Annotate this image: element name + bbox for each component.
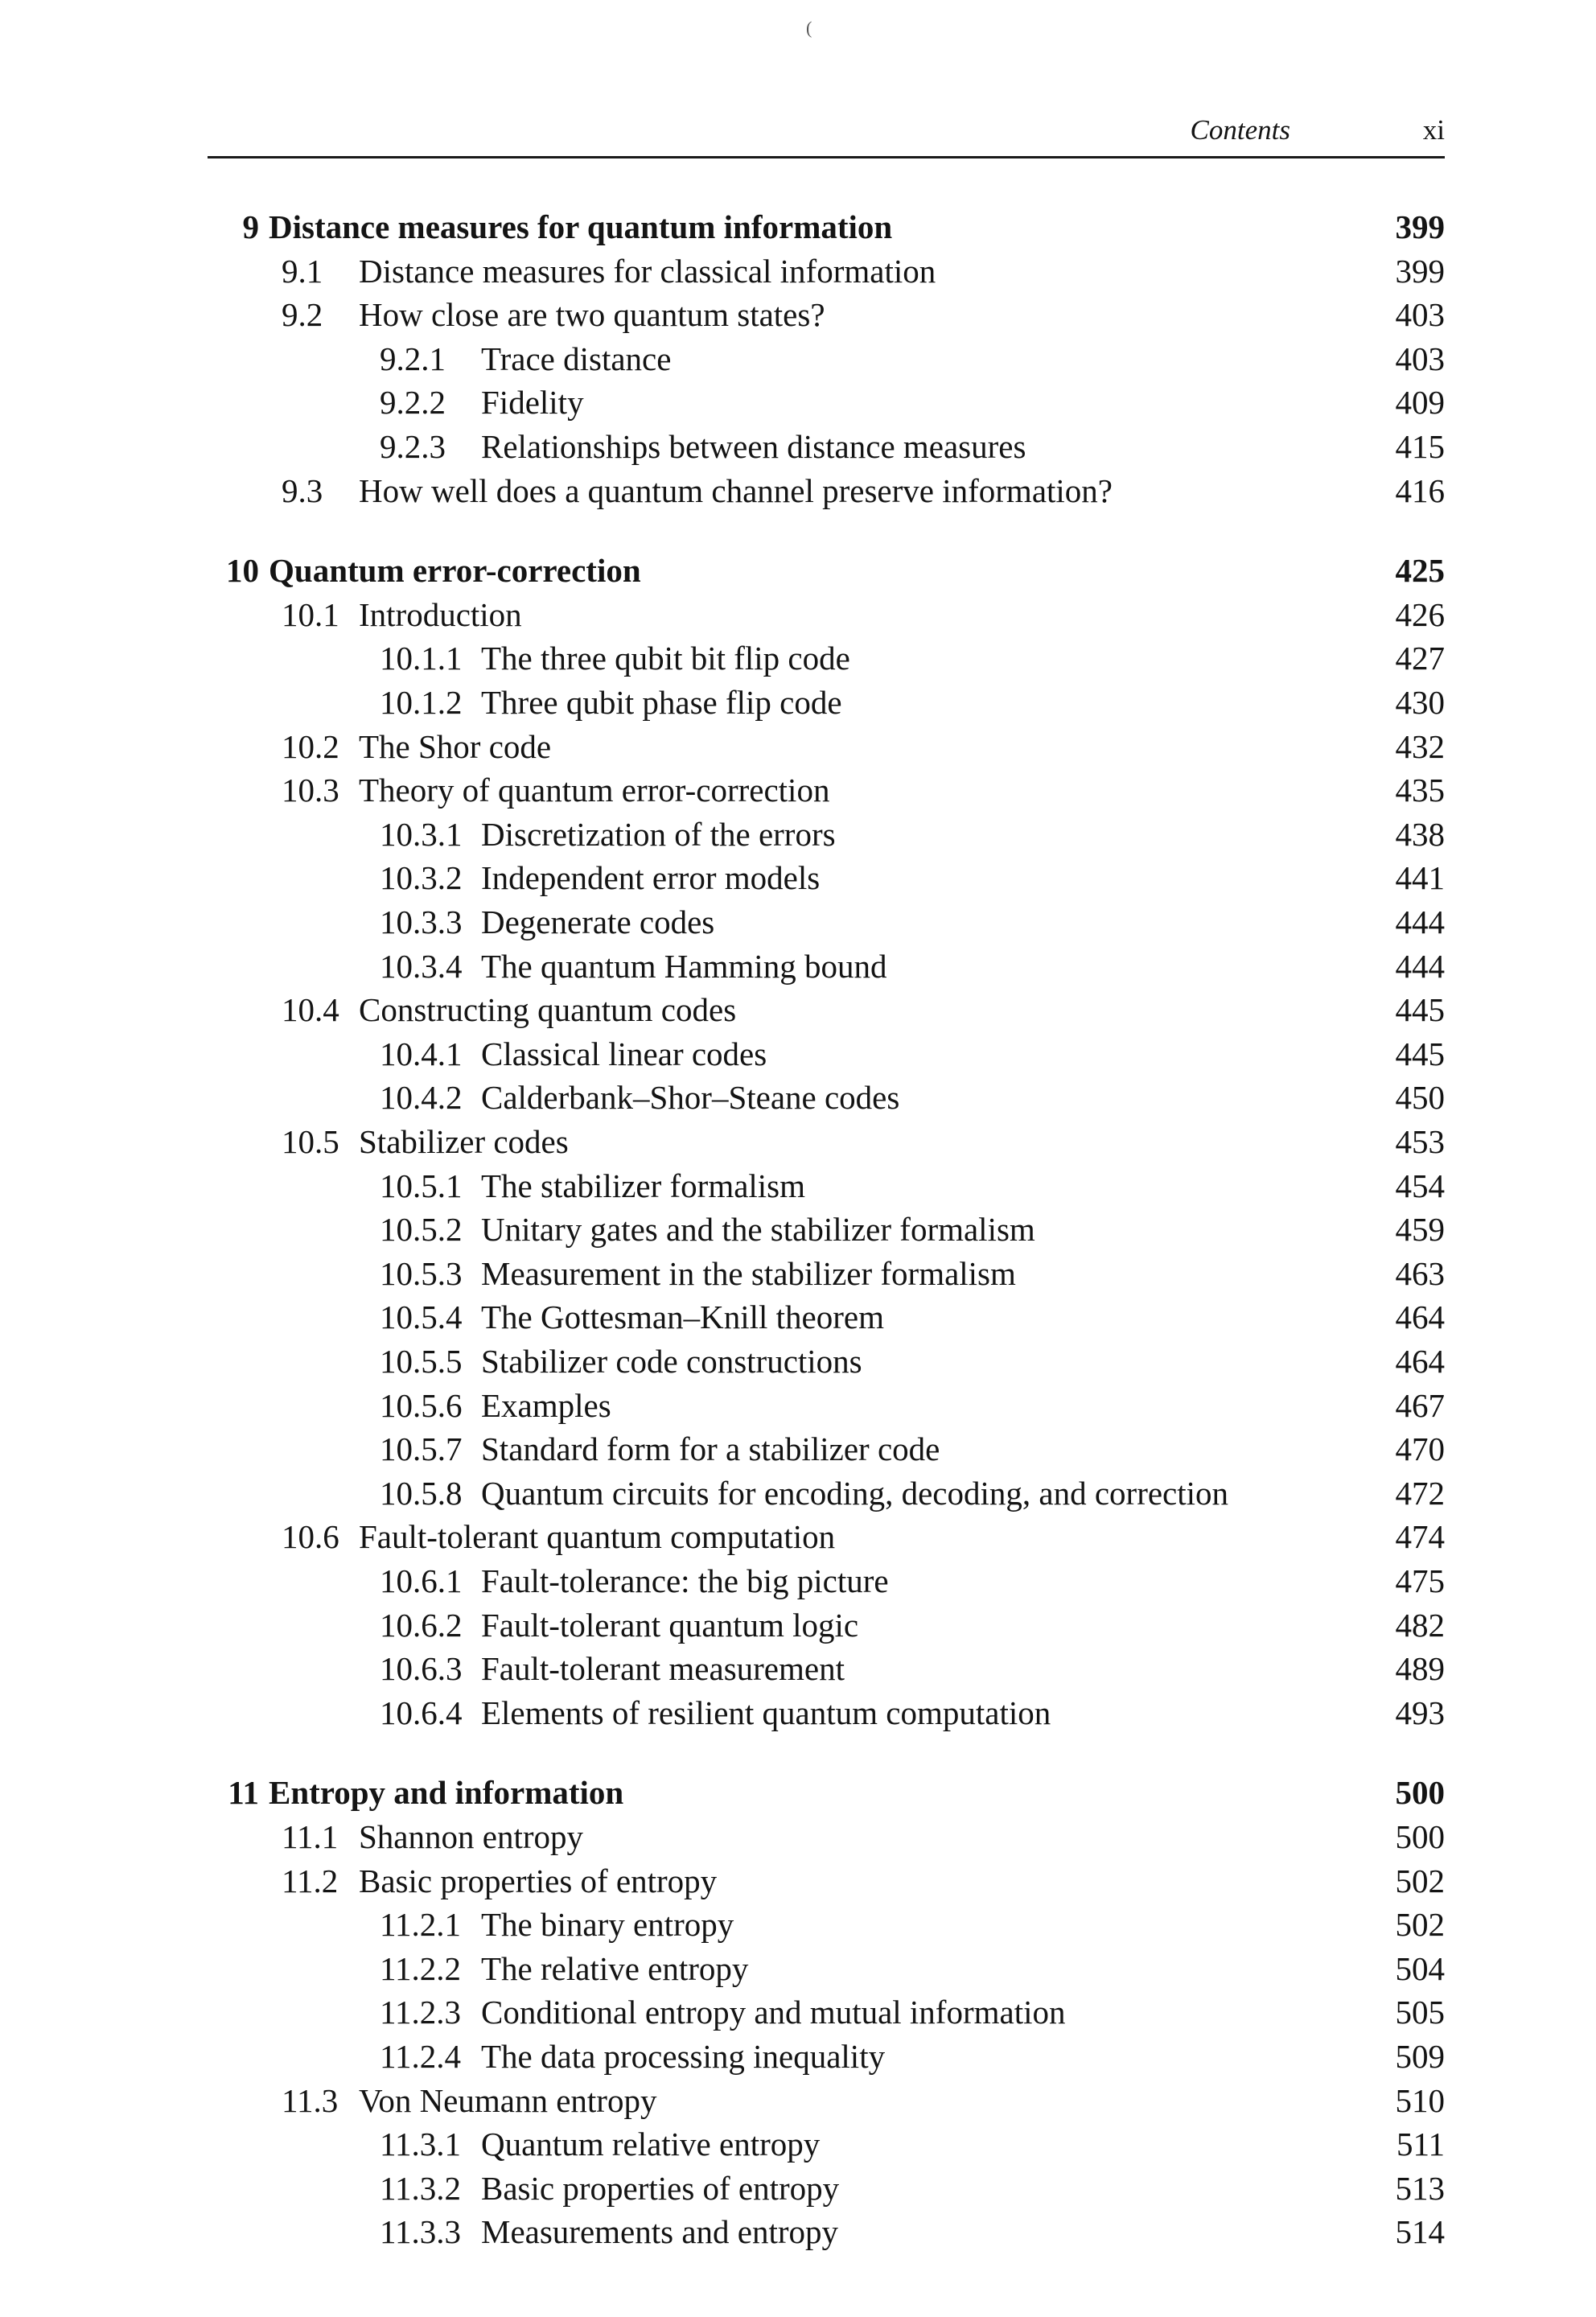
section-page-number: 474 [1395, 1518, 1445, 1555]
section-title: Stabilizer codes [359, 1123, 569, 1160]
page-folio: xi [1422, 114, 1445, 146]
chapter-number: 10 [226, 552, 259, 589]
toc-subsection-row[interactable] [380, 1603, 1445, 1647]
subsection-page-number: 415 [1395, 428, 1445, 465]
subsection-page-number: 493 [1395, 1694, 1445, 1731]
toc-subsection-row[interactable] [380, 1691, 1445, 1735]
toc-subsection-row[interactable] [380, 2210, 1445, 2253]
toc-subsection-row[interactable] [380, 813, 1445, 856]
subsection-page-number: 472 [1395, 1475, 1445, 1512]
toc-section-row[interactable] [282, 469, 1445, 512]
toc-subsection-row[interactable] [380, 1384, 1445, 1427]
toc-section-row[interactable] [282, 988, 1445, 1031]
subsection-page-number: 464 [1395, 1343, 1445, 1380]
print-speck: ( [806, 18, 812, 38]
toc-subsection-row[interactable] [380, 2122, 1445, 2166]
subsection-number: 10.4.1 [380, 1035, 463, 1072]
subsection-page-number: 514 [1395, 2213, 1445, 2250]
toc-section-row[interactable] [282, 249, 1445, 293]
subsection-title: The stabilizer formalism [481, 1167, 806, 1204]
section-page-number: 426 [1395, 596, 1445, 633]
toc-section-row[interactable] [282, 1859, 1445, 1903]
toc-section-row[interactable] [282, 293, 1445, 336]
toc-subsection-row[interactable] [380, 1903, 1445, 1946]
section-number: 11.2 [282, 1862, 339, 1899]
section-number: 9.3 [282, 472, 323, 509]
subsection-title: Fault-tolerant measurement [481, 1650, 845, 1687]
chapter-page-number: 399 [1395, 208, 1445, 245]
section-title: Constructing quantum codes [359, 991, 737, 1028]
toc-chapter-row[interactable] [226, 549, 1445, 592]
subsection-page-number: 409 [1395, 384, 1445, 421]
subsection-title: Standard form for a stabilizer code [481, 1430, 940, 1467]
subsection-number: 11.3.2 [380, 2170, 461, 2207]
subsection-title: The quantum Hamming bound [481, 948, 887, 985]
subsection-number: 10.5.5 [380, 1343, 463, 1380]
subsection-page-number: 467 [1395, 1387, 1445, 1424]
subsection-page-number: 445 [1395, 1035, 1445, 1072]
subsection-title: Discretization of the errors [481, 816, 836, 853]
subsection-page-number: 513 [1395, 2170, 1445, 2207]
subsection-number: 10.6.4 [380, 1694, 463, 1731]
toc-subsection-row[interactable] [380, 2167, 1445, 2210]
section-page-number: 399 [1395, 253, 1445, 290]
section-number: 10.4 [282, 991, 339, 1028]
chapter-title: Distance measures for quantum information [269, 208, 893, 245]
subsection-page-number: 470 [1395, 1430, 1445, 1467]
subsection-title: Three qubit phase flip code [481, 684, 842, 721]
subsection-title: The three qubit bit flip code [481, 640, 850, 677]
section-number: 10.6 [282, 1518, 339, 1555]
toc-subsection-row[interactable] [380, 1990, 1445, 2034]
section-title: The Shor code [359, 728, 552, 765]
subsection-page-number: 463 [1395, 1255, 1445, 1292]
subsection-number: 9.2.2 [380, 384, 446, 421]
subsection-page-number: 450 [1395, 1079, 1445, 1116]
toc-section-row[interactable] [282, 593, 1445, 636]
toc-subsection-row[interactable] [380, 2035, 1445, 2078]
toc-subsection-row[interactable] [380, 1340, 1445, 1383]
subsection-number: 10.4.2 [380, 1079, 463, 1116]
section-page-number: 416 [1395, 472, 1445, 509]
toc-section-row[interactable] [282, 1515, 1445, 1558]
subsection-title: Calderbank–Shor–Steane codes [481, 1079, 900, 1116]
section-page-number: 432 [1395, 728, 1445, 765]
subsection-number: 10.5.1 [380, 1167, 463, 1204]
subsection-title: Fidelity [481, 384, 584, 421]
section-title: Fault-tolerant quantum computation [359, 1518, 836, 1555]
toc-subsection-row[interactable] [380, 1076, 1445, 1119]
chapter-page-number: 500 [1395, 1774, 1445, 1811]
subsection-page-number: 489 [1395, 1650, 1445, 1687]
subsection-number: 11.3.1 [380, 2126, 461, 2163]
toc-subsection-row[interactable] [380, 944, 1445, 988]
subsection-title: Quantum circuits for encoding, decoding, and correction [481, 1475, 1229, 1512]
subsection-title: Measurements and entropy [481, 2213, 839, 2250]
section-title: How close are two quantum states? [359, 296, 825, 333]
toc-subsection-row[interactable] [380, 681, 1445, 724]
subsection-title: The binary entropy [481, 1906, 734, 1943]
subsection-number: 11.2.1 [380, 1906, 461, 1943]
subsection-title: Independent error models [481, 859, 821, 896]
subsection-title: Classical linear codes [481, 1035, 767, 1072]
subsection-number: 11.2.2 [380, 1950, 461, 1987]
toc-subsection-row[interactable] [380, 425, 1445, 468]
toc-subsection-row[interactable] [380, 636, 1445, 680]
subsection-title: Basic properties of entropy [481, 2170, 840, 2207]
subsection-number: 10.5.4 [380, 1298, 463, 1335]
section-page-number: 453 [1395, 1123, 1445, 1160]
section-page-number: 435 [1395, 772, 1445, 809]
section-number: 11.3 [282, 2082, 339, 2119]
subsection-page-number: 444 [1395, 948, 1445, 985]
section-number: 11.1 [282, 1818, 339, 1855]
chapter-number: 9 [242, 208, 259, 245]
section-title: Distance measures for classical information [359, 253, 936, 290]
subsection-number: 11.3.3 [380, 2213, 461, 2250]
subsection-page-number: 441 [1395, 859, 1445, 896]
section-number: 10.3 [282, 772, 339, 809]
section-number: 10.1 [282, 596, 339, 633]
section-page-number: 502 [1395, 1862, 1445, 1899]
running-title: Contents [1190, 114, 1290, 146]
section-title: Theory of quantum error-correction [359, 772, 830, 809]
subsection-title: The data processing inequality [481, 2038, 886, 2075]
toc-section-row[interactable] [282, 725, 1445, 768]
toc-subsection-row[interactable] [380, 900, 1445, 944]
toc-section-row[interactable] [282, 1815, 1445, 1858]
subsection-title: Quantum relative entropy [481, 2126, 821, 2163]
section-title: How well does a quantum channel preserve information? [359, 472, 1113, 509]
section-title: Introduction [359, 596, 522, 633]
subsection-page-number: 454 [1395, 1167, 1445, 1204]
section-title: Von Neumann entropy [359, 2082, 657, 2119]
subsection-number: 10.5.8 [380, 1475, 463, 1512]
subsection-number: 10.6.3 [380, 1650, 463, 1687]
chapter-page-number: 425 [1395, 552, 1445, 589]
toc-subsection-row[interactable] [380, 1427, 1445, 1471]
subsection-page-number: 403 [1395, 340, 1445, 377]
subsection-number: 10.6.2 [380, 1607, 463, 1644]
subsection-page-number: 475 [1395, 1562, 1445, 1599]
chapter-number: 11 [228, 1774, 259, 1811]
subsection-page-number: 430 [1395, 684, 1445, 721]
subsection-number: 10.3.2 [380, 859, 463, 896]
section-title: Basic properties of entropy [359, 1862, 718, 1899]
subsection-number: 10.6.1 [380, 1562, 463, 1599]
toc-subsection-row[interactable] [380, 381, 1445, 424]
chapter-title: Quantum error-correction [269, 552, 641, 589]
subsection-title: Conditional entropy and mutual information [481, 1994, 1066, 2031]
subsection-page-number: 502 [1395, 1906, 1445, 1943]
subsection-page-number: 511 [1396, 2126, 1445, 2163]
subsection-page-number: 504 [1395, 1950, 1445, 1987]
toc-chapter-row[interactable] [242, 205, 1445, 249]
subsection-number: 11.2.3 [380, 1994, 461, 2031]
subsection-page-number: 482 [1395, 1607, 1445, 1644]
toc-subsection-row[interactable] [380, 1252, 1445, 1295]
subsection-title: The Gottesman–Knill theorem [481, 1298, 884, 1335]
toc-subsection-row[interactable] [380, 1164, 1445, 1208]
subsection-title: Measurement in the stabilizer formalism [481, 1255, 1016, 1292]
subsection-title: Degenerate codes [481, 903, 715, 940]
toc-subsection-row[interactable] [380, 1647, 1445, 1690]
subsection-title: Fault-tolerant quantum logic [481, 1607, 859, 1644]
subsection-page-number: 505 [1395, 1994, 1445, 2031]
subsection-number: 9.2.3 [380, 428, 446, 465]
toc-subsection-row[interactable] [380, 1471, 1445, 1515]
toc-subsection-row[interactable] [380, 337, 1445, 381]
toc-subsection-row[interactable] [380, 1559, 1445, 1603]
subsection-title: Fault-tolerance: the big picture [481, 1562, 889, 1599]
toc-subsection-row[interactable] [380, 1208, 1445, 1251]
subsection-title: The relative entropy [481, 1950, 749, 1987]
toc-chapter-row[interactable] [228, 1771, 1445, 1814]
chapter-title: Entropy and information [269, 1774, 624, 1811]
section-number: 10.5 [282, 1123, 339, 1160]
subsection-page-number: 438 [1395, 816, 1445, 853]
toc-subsection-row[interactable] [380, 1295, 1445, 1339]
subsection-title: Trace distance [481, 340, 672, 377]
subsection-title: Examples [481, 1387, 611, 1424]
subsection-title: Elements of resilient quantum computation [481, 1694, 1051, 1731]
section-page-number: 500 [1395, 1818, 1445, 1855]
subsection-page-number: 427 [1395, 640, 1445, 677]
subsection-title: Relationships between distance measures [481, 428, 1026, 465]
toc-subsection-row[interactable] [380, 856, 1445, 899]
toc-section-row[interactable] [282, 768, 1445, 812]
toc-subsection-row[interactable] [380, 1947, 1445, 1990]
subsection-number: 10.1.1 [380, 640, 463, 677]
subsection-number: 10.1.2 [380, 684, 463, 721]
subsection-page-number: 444 [1395, 903, 1445, 940]
toc-section-row[interactable] [282, 1120, 1445, 1163]
subsection-page-number: 509 [1395, 2038, 1445, 2075]
section-number: 9.2 [282, 296, 323, 333]
section-page-number: 510 [1395, 2082, 1445, 2119]
subsection-page-number: 459 [1395, 1211, 1445, 1248]
toc-subsection-row[interactable] [380, 1032, 1445, 1076]
subsection-title: Unitary gates and the stabilizer formalism [481, 1211, 1035, 1248]
subsection-page-number: 464 [1395, 1298, 1445, 1335]
subsection-number: 10.5.3 [380, 1255, 463, 1292]
section-title: Shannon entropy [359, 1818, 583, 1855]
subsection-number: 9.2.1 [380, 340, 446, 377]
subsection-number: 10.3.1 [380, 816, 463, 853]
subsection-number: 10.5.6 [380, 1387, 463, 1424]
subsection-number: 10.3.4 [380, 948, 463, 985]
section-page-number: 403 [1395, 296, 1445, 333]
subsection-number: 11.2.4 [380, 2038, 461, 2075]
subsection-title: Stabilizer code constructions [481, 1343, 862, 1380]
section-number: 9.1 [282, 253, 323, 290]
section-page-number: 445 [1395, 991, 1445, 1028]
subsection-number: 10.5.2 [380, 1211, 463, 1248]
subsection-number: 10.5.7 [380, 1430, 463, 1467]
subsection-number: 10.3.3 [380, 903, 463, 940]
toc-section-row[interactable] [282, 2079, 1445, 2122]
section-number: 10.2 [282, 728, 339, 765]
